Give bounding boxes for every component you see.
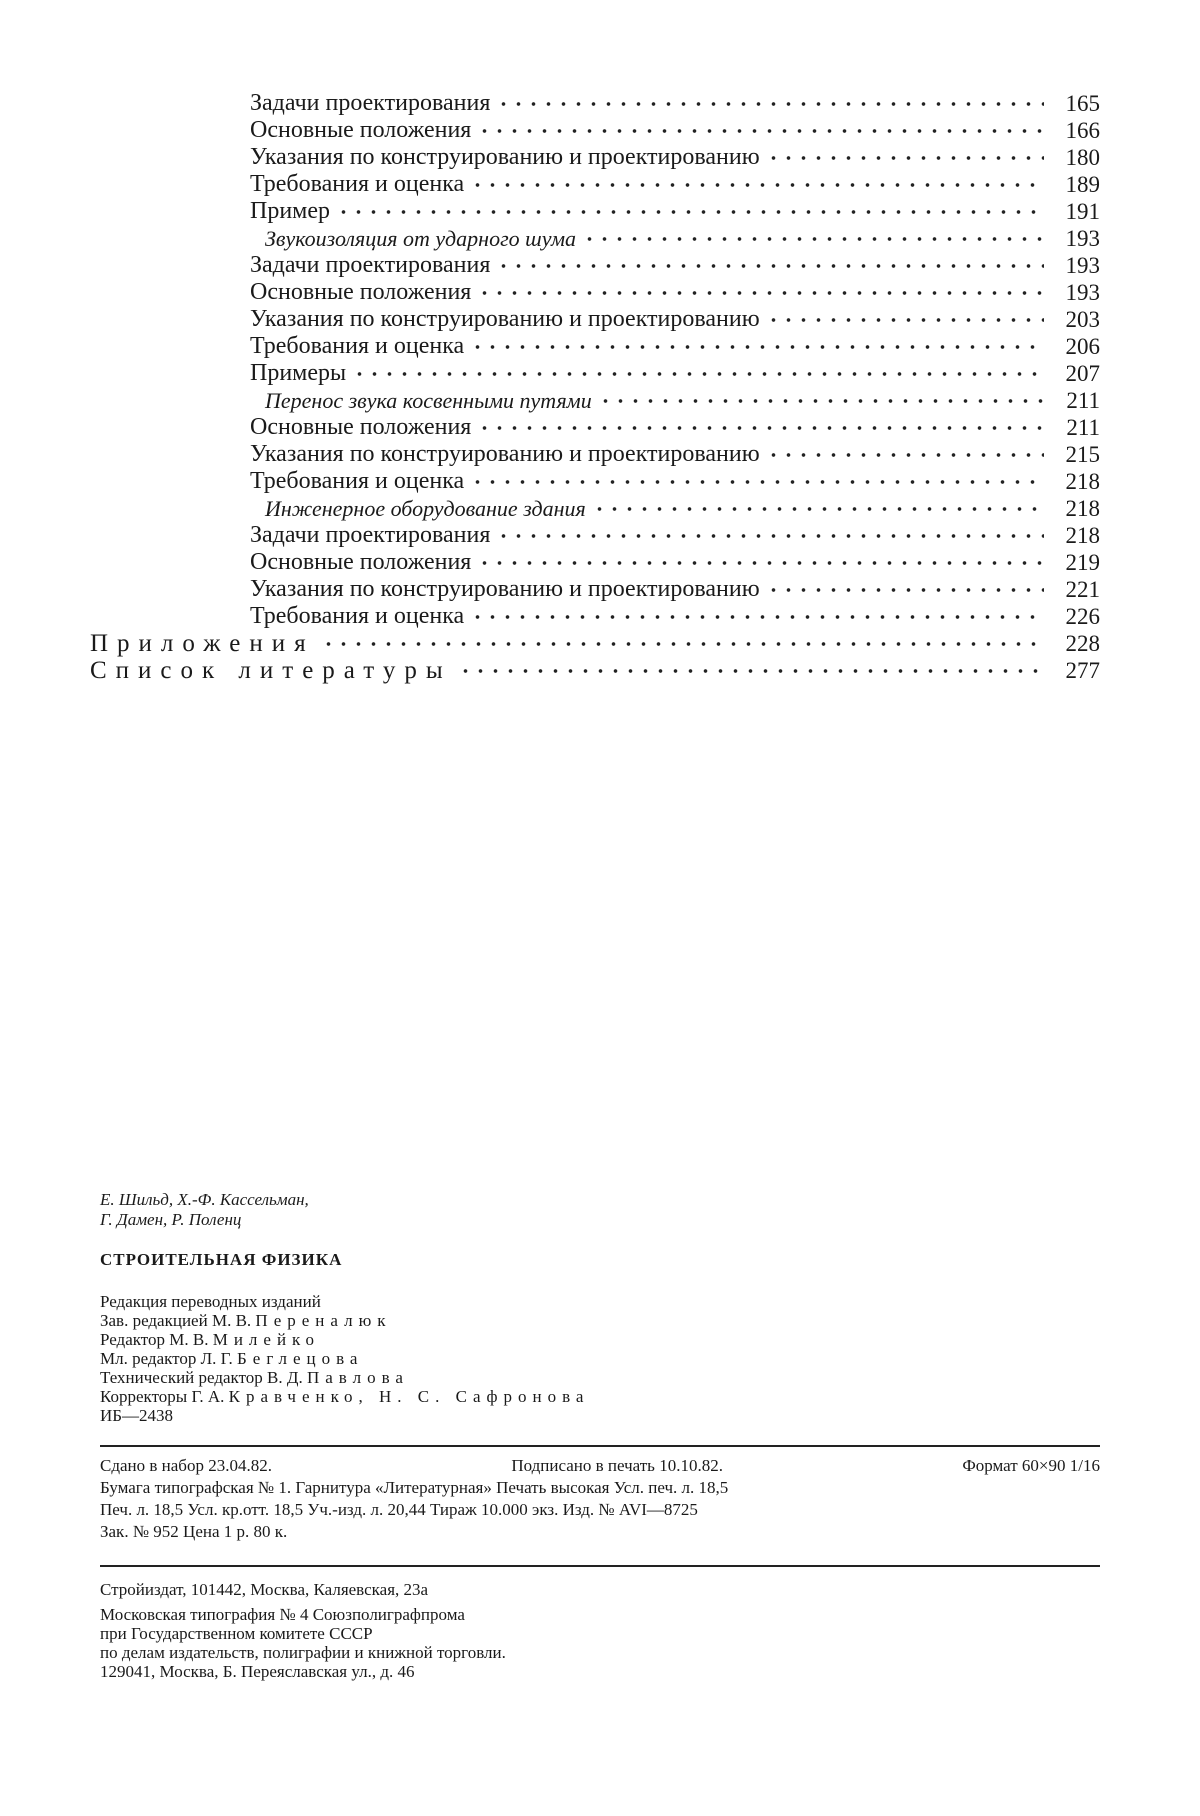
toc-entry-title: Указания по конструированию и проектированию <box>250 441 760 467</box>
paper-info: Бумага типографская № 1. Гарнитура «Литературная» Печать высокая Усл. печ. л. 18,5 <box>100 1478 729 1497</box>
toc-entry-page: 206 <box>1065 334 1100 359</box>
toc-entry <box>90 171 1100 198</box>
staff-role: Корректоры Г. А. <box>100 1387 225 1406</box>
publisher-address: Стройиздат, 101442, Москва, Каляевская, 23а <box>100 1580 429 1599</box>
printer-line-5: 129041, Москва, Б. Переяславская ул., д. 46 <box>100 1662 415 1681</box>
toc-entry-title: Требования и оценка <box>250 171 465 197</box>
toc-entry <box>90 252 1100 279</box>
staff-name: Павлова <box>306 1368 409 1387</box>
printer-line-3: при Государственном комитете СССР <box>100 1624 373 1643</box>
printer-info <box>100 1580 1100 1681</box>
toc-entry-title: Основные положения <box>250 117 472 143</box>
dot-leader <box>477 557 1044 569</box>
toc-entry <box>90 495 1100 522</box>
staff-line <box>100 1406 1100 1425</box>
toc-entry-page: 226 <box>1065 604 1100 629</box>
dot-leader <box>496 260 1044 272</box>
staff-line <box>100 1330 1100 1349</box>
pub-row-1 <box>100 1455 1100 1477</box>
toc-entry-page: 211 <box>1066 388 1100 413</box>
toc-entry <box>90 630 1100 657</box>
toc-entry-page: 193 <box>1065 226 1100 251</box>
staff-line <box>100 1311 1100 1330</box>
toc-entry <box>90 522 1100 549</box>
pub-row-2 <box>100 1477 1100 1499</box>
toc-entry <box>90 387 1100 414</box>
dot-leader <box>598 395 1044 407</box>
print-volume: Печ. л. 18,5 Усл. кр.отт. 18,5 Уч.-изд. л. 20,44 Тираж 10.000 экз. Изд. № AVI—8725 <box>100 1500 698 1519</box>
toc-entry-title: Задачи проектирования <box>250 522 491 548</box>
staff-role: ИБ—2438 <box>100 1406 174 1425</box>
toc-entry <box>90 279 1100 306</box>
toc-entry-page: 221 <box>1065 577 1100 602</box>
publication-data <box>100 1455 1100 1543</box>
dot-leader <box>470 341 1044 353</box>
toc-entry-title: Требования и оценка <box>250 603 465 629</box>
toc-entry-title: Основные положения <box>250 414 472 440</box>
toc-entry-title: Указания по конструированию и проектированию <box>250 306 760 332</box>
toc-entry-title: Основные положения <box>250 279 472 305</box>
dot-leader <box>477 287 1044 299</box>
toc-entry <box>90 90 1100 117</box>
toc-entry-title: Список литературы <box>90 657 452 684</box>
toc-entry-title: Указания по конструированию и проектированию <box>250 576 760 602</box>
dot-leader <box>477 125 1044 137</box>
dot-leader <box>458 665 1044 677</box>
toc-entry <box>90 657 1100 684</box>
dot-leader <box>336 206 1044 218</box>
staff-line <box>100 1292 1100 1311</box>
toc-entry <box>90 441 1100 468</box>
toc-entry <box>90 576 1100 603</box>
toc-entry <box>90 117 1100 144</box>
toc-entry-title: Перенос звука косвенными путями <box>265 388 592 413</box>
toc-entry-title: Инженерное оборудование здания <box>265 496 586 521</box>
dot-leader <box>352 368 1044 380</box>
dot-leader <box>582 233 1044 245</box>
authors <box>100 1190 1100 1230</box>
staff-name: Кравченко, Н. С. Сафронова <box>228 1387 590 1406</box>
staff-role: Технический редактор В. Д. <box>100 1368 303 1387</box>
toc-entry-page: 277 <box>1065 658 1100 683</box>
toc-entry <box>90 306 1100 333</box>
authors-line-2: Г. Дамен, Р. Поленц <box>100 1210 242 1229</box>
toc-entry <box>90 333 1100 360</box>
toc-entry-page: 193 <box>1065 280 1100 305</box>
printer-line-2: Московская типография № 4 Союзполиграфпрома <box>100 1605 465 1624</box>
staff-role: Редакция переводных изданий <box>100 1292 321 1311</box>
toc-entry-page: 228 <box>1065 631 1100 656</box>
order-price: Зак. № 952 Цена 1 р. 80 к. <box>100 1522 288 1541</box>
toc-entry <box>90 414 1100 441</box>
toc-entry-title: Указания по конструированию и проектированию <box>250 144 760 170</box>
toc-entry-title: Звукоизоляция от ударного шума <box>265 226 577 251</box>
dot-leader <box>766 314 1044 326</box>
dot-leader <box>766 152 1044 164</box>
pub-row-3 <box>100 1499 1100 1521</box>
imprint-block <box>100 1190 1100 1425</box>
toc-entry-title: Основные положения <box>250 549 472 575</box>
toc-entry-title: Требования и оценка <box>250 468 465 494</box>
toc-entry-page: 218 <box>1065 469 1100 494</box>
toc-entry-page: 215 <box>1065 442 1100 467</box>
staff-role: Мл. редактор Л. Г. <box>100 1349 233 1368</box>
dot-leader <box>496 98 1044 110</box>
book-title: СТРОИТЕЛЬНАЯ ФИЗИКА <box>100 1250 343 1269</box>
toc-entry-page: 166 <box>1065 118 1100 143</box>
toc-entry <box>90 144 1100 171</box>
toc-entry-title: Задачи проектирования <box>250 90 491 116</box>
pub-row-4 <box>100 1521 1100 1543</box>
toc-entry-page: 207 <box>1065 361 1100 386</box>
dot-leader <box>592 503 1044 515</box>
toc-entry <box>90 360 1100 387</box>
toc-entry-page: 193 <box>1065 253 1100 278</box>
toc-entry-page: 211 <box>1066 415 1100 440</box>
staff-role: Зав. редакцией М. В. <box>100 1311 252 1330</box>
staff-line <box>100 1368 1100 1387</box>
toc-entry-title: Задачи проектирования <box>250 252 491 278</box>
toc-entry-page: 165 <box>1065 91 1100 116</box>
staff-name: Беглецова <box>237 1349 364 1368</box>
divider-bottom <box>100 1565 1100 1567</box>
staff-role: Редактор М. В. <box>100 1330 209 1349</box>
toc-entry-title: Приложения <box>90 630 315 657</box>
dot-leader <box>496 530 1044 542</box>
dot-leader <box>470 179 1044 191</box>
toc-entry-page: 189 <box>1065 172 1100 197</box>
dot-leader <box>321 638 1044 650</box>
toc-entry-page: 219 <box>1065 550 1100 575</box>
toc-entry-page: 180 <box>1065 145 1100 170</box>
toc-entry-page: 191 <box>1065 199 1100 224</box>
submitted-date: Сдано в набор 23.04.82. <box>100 1456 272 1475</box>
toc-entry <box>90 603 1100 630</box>
dot-leader <box>766 584 1044 596</box>
toc-entry-title: Примеры <box>250 360 347 386</box>
signed-date: Подписано в печать 10.10.82. <box>511 1456 723 1475</box>
dot-leader <box>470 611 1044 623</box>
authors-line-1: Е. Шильд, Х.-Ф. Кассельман, <box>100 1190 309 1209</box>
format: Формат 60×90 1/16 <box>962 1456 1100 1475</box>
toc-entry-page: 218 <box>1065 496 1100 521</box>
toc-entry-title: Пример <box>250 198 331 224</box>
dot-leader <box>766 449 1044 461</box>
toc-entry-page: 203 <box>1065 307 1100 332</box>
staff-name: Переналюк <box>255 1311 392 1330</box>
toc-entry-page: 218 <box>1065 523 1100 548</box>
toc-entry <box>90 225 1100 252</box>
staff-name: Милейко <box>212 1330 320 1349</box>
printer-line-4: по делам издательств, полиграфии и книжной торговли. <box>100 1643 506 1662</box>
toc-entry-title: Требования и оценка <box>250 333 465 359</box>
toc-entry <box>90 468 1100 495</box>
toc-entry <box>90 198 1100 225</box>
toc-entry <box>90 549 1100 576</box>
staff-line <box>100 1387 1100 1406</box>
divider-top <box>100 1445 1100 1447</box>
dot-leader <box>470 476 1044 488</box>
table-of-contents <box>90 90 1100 684</box>
editorial-staff <box>100 1292 1100 1425</box>
dot-leader <box>477 422 1044 434</box>
staff-line <box>100 1349 1100 1368</box>
